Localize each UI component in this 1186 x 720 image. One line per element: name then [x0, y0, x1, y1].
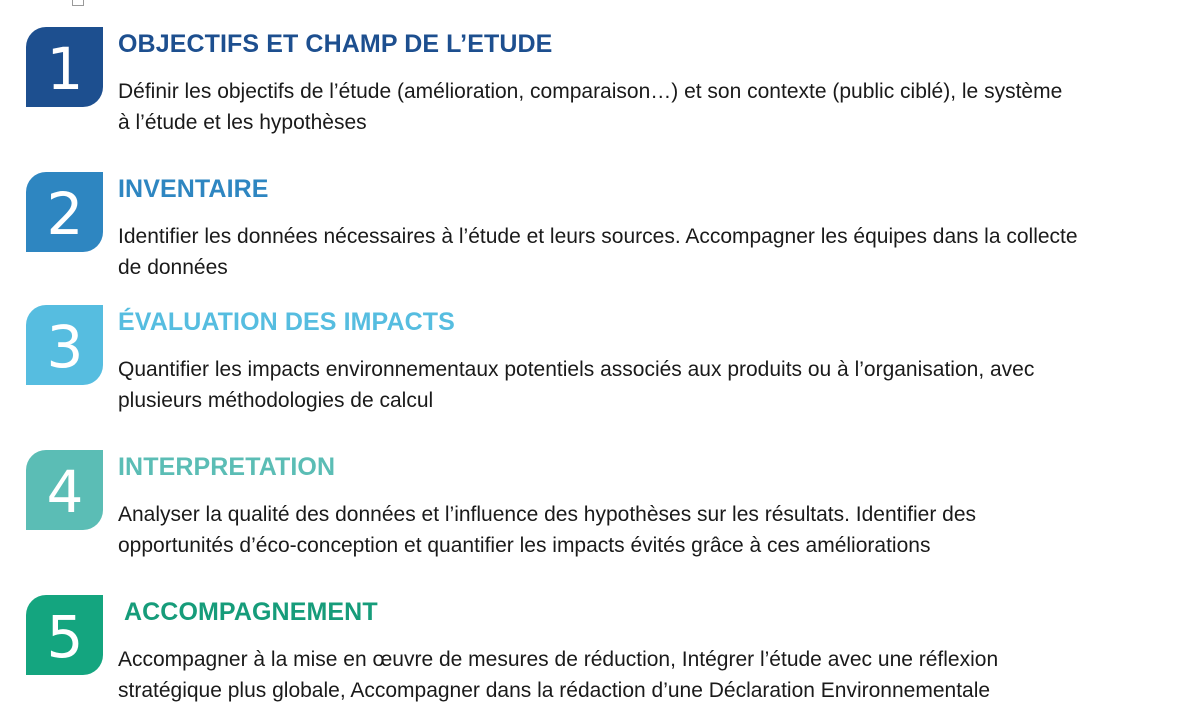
number-two-icon: [26, 172, 103, 252]
step-number-badge: [26, 305, 103, 385]
step-title: ACCOMPAGNEMENT: [124, 598, 378, 626]
step-number-badge: [26, 172, 103, 252]
step-5-accompagnement: [0, 595, 1186, 715]
step-number-text: 5: [46, 603, 84, 671]
step-number-text: 1: [46, 35, 84, 103]
step-description: Accompagner à la mise en œuvre de mesures de réduction, Intégrer l’étude avec une réflexion stratégique plus globale, Accompagner dans la rédaction d’une Déclaration Environnementale: [118, 648, 999, 702]
step-title: INVENTAIRE: [118, 175, 269, 203]
step-description: Analyser la qualité des données et l’influence des hypothèses sur les résultats. Identifier des opportunités d’éco-conception et quantifier les impacts évités grâce à ces améliorations: [118, 503, 977, 557]
step-description: Quantifier les impacts environnementaux potentiels associés aux produits ou à l’organisation, avec plusieurs méthodologies de calcul: [118, 358, 1035, 412]
number-four-icon: [26, 450, 103, 530]
step-3-evaluation: [0, 305, 1186, 425]
step-title: OBJECTIFS ET CHAMP DE L’ETUDE: [118, 30, 553, 58]
number-five-icon: [26, 595, 103, 675]
step-number-badge: [26, 27, 103, 107]
step-title: ÉVALUATION DES IMPACTS: [118, 308, 455, 336]
step-title: INTERPRETATION: [118, 453, 336, 481]
step-4-interpretation: [0, 450, 1186, 570]
number-one-icon: [26, 27, 103, 107]
step-number-text: 3: [46, 313, 84, 381]
step-number-badge: [26, 595, 103, 675]
step-1-objectifs: [0, 27, 1186, 147]
checkbox-marker: [72, 0, 84, 6]
step-description: Définir les objectifs de l’étude (amélioration, comparaison…) et son contexte (public ciblé), le système à l’étude et les hypothèses: [118, 80, 1063, 134]
step-2-inventaire: [0, 172, 1186, 292]
number-three-icon: [26, 305, 103, 385]
step-number-badge: [26, 450, 103, 530]
step-number-text: 4: [46, 458, 84, 526]
step-description: Identifier les données nécessaires à l’étude et leurs sources. Accompagner les équipes dans la collecte de données: [118, 225, 1078, 279]
step-number-text: 2: [46, 180, 84, 248]
